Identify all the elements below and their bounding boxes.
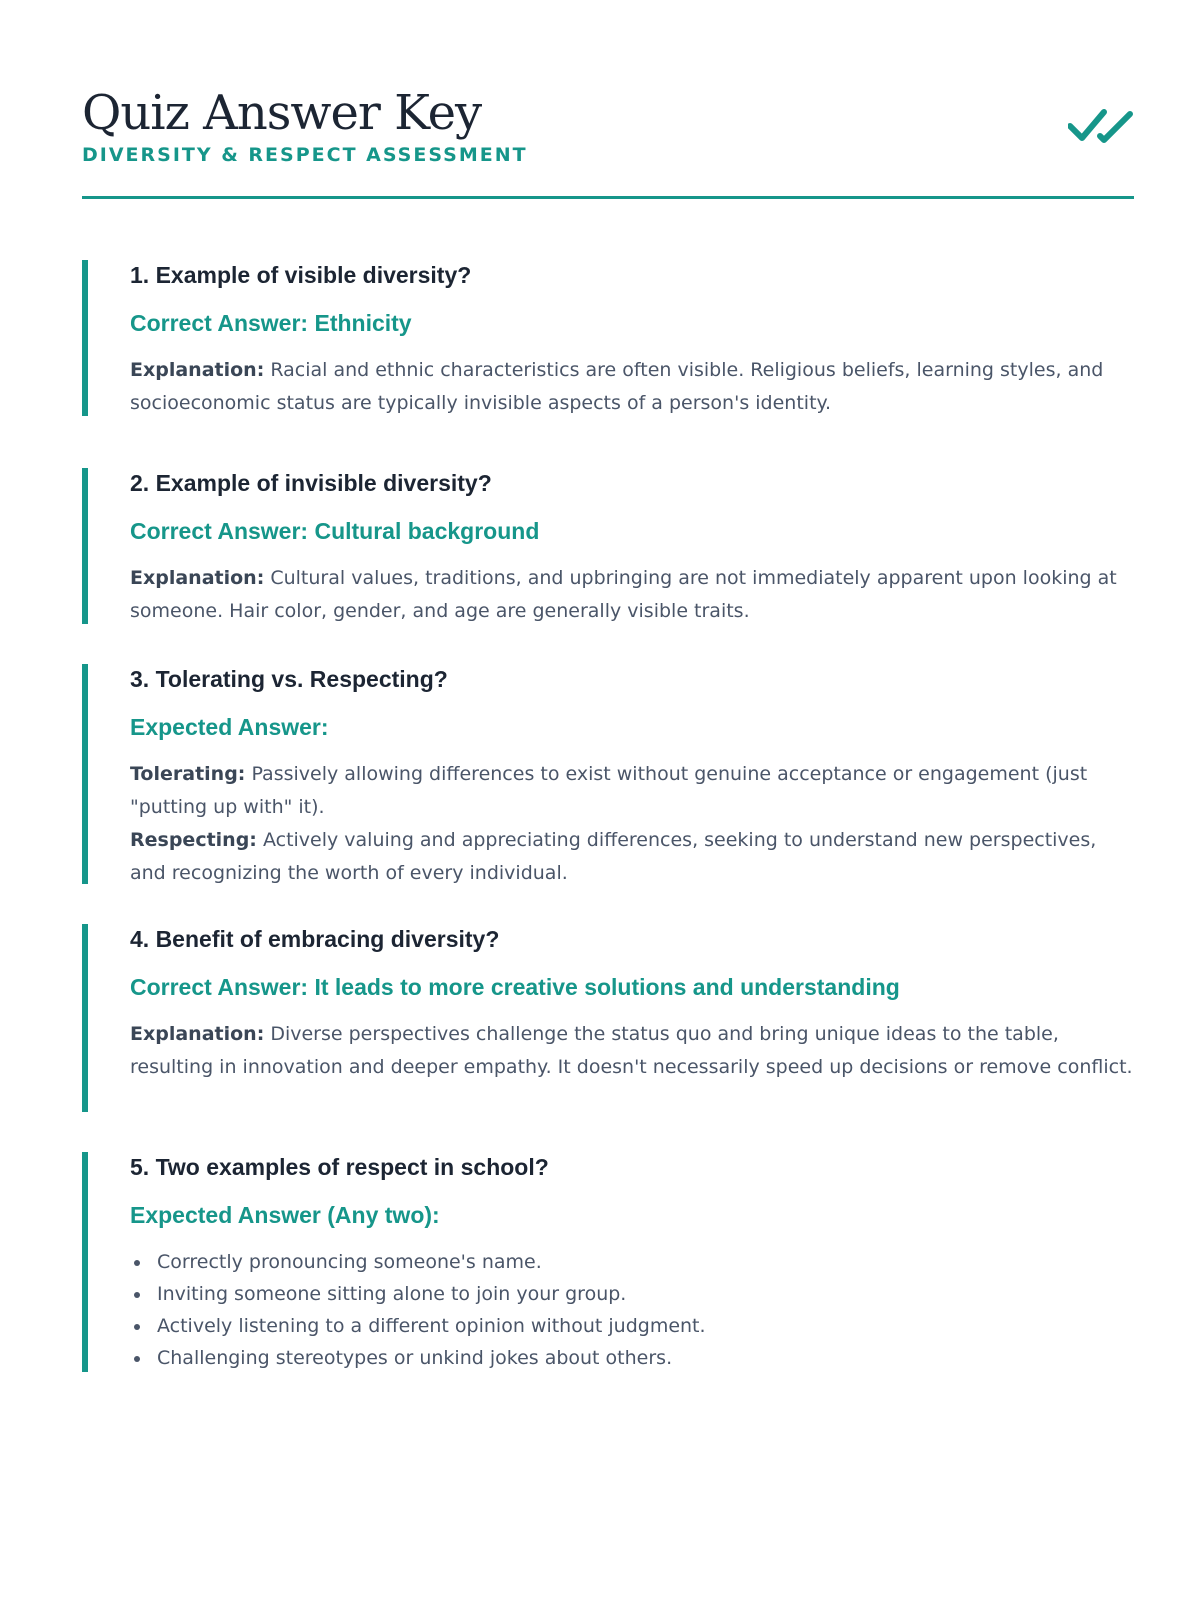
answer-text: Expected Answer (Any two): [130, 1202, 440, 1228]
tolerating-label: Tolerating: [130, 763, 246, 785]
question-card-1 [82, 260, 1134, 416]
list-item: Inviting someone sitting alone to join your group. [130, 1278, 1134, 1310]
question-title: 3. Tolerating vs. Respecting? [130, 666, 448, 692]
page-title: Quiz Answer Key [82, 85, 482, 141]
answer-text: Expected Answer: [130, 714, 329, 740]
question-card-5 [82, 1152, 1134, 1372]
answer-text: Correct Answer: It leads to more creative solutions and understanding [130, 974, 900, 1000]
question-card-3 [82, 664, 1134, 884]
list-item: Correctly pronouncing someone's name. [130, 1246, 1134, 1278]
question-card-2 [82, 468, 1134, 624]
explanation [130, 562, 1134, 628]
respecting-definition [130, 824, 1134, 890]
answer-key-page [82, 0, 1134, 1369]
page-subtitle: DIVERSITY & RESPECT ASSESSMENT [82, 144, 528, 166]
list-item: Actively listening to a different opinion without judgment. [130, 1310, 1134, 1342]
question-title: 5. Two examples of respect in school? [130, 1154, 549, 1180]
examples-list [130, 1246, 1134, 1374]
tolerating-definition [130, 758, 1134, 824]
question-title: 2. Example of invisible diversity? [130, 470, 492, 496]
answer-text: Correct Answer: Cultural background [130, 518, 540, 544]
explanation-label: Explanation: [130, 567, 265, 589]
respecting-label: Respecting: [130, 829, 257, 851]
explanation [130, 354, 1134, 420]
double-check-icon [1068, 102, 1134, 146]
tolerating-text: Passively allowing differences to exist without genuine acceptance or engagement (just "putting up with" it). [130, 763, 1088, 818]
list-item: Challenging stereotypes or unkind jokes about others. [130, 1342, 1134, 1374]
explanation-text: Racial and ethnic characteristics are often visible. Religious beliefs, learning styles, and socioeconomic status are typically invisible aspects of a person's identity. [130, 359, 1104, 414]
explanation [130, 1018, 1134, 1084]
tolerating-vs-respecting [130, 758, 1134, 890]
respecting-text: Actively valuing and appreciating differences, seeking to understand new perspectives, and recognizing the worth of every individual. [130, 829, 1097, 884]
question-card-4 [82, 924, 1134, 1112]
explanation-text: Diverse perspectives challenge the status quo and bring unique ideas to the table, resulting in innovation and deeper empathy. It doesn't necessarily speed up decisions or remove conflict. [130, 1023, 1133, 1078]
explanation-label: Explanation: [130, 359, 265, 381]
explanation-text: Cultural values, traditions, and upbringing are not immediately apparent upon looking at someone. Hair color, gender, and age are generally visible traits. [130, 567, 1117, 622]
question-title: 1. Example of visible diversity? [130, 262, 472, 288]
explanation-label: Explanation: [130, 1023, 265, 1045]
question-title: 4. Benefit of embracing diversity? [130, 926, 500, 952]
answer-text: Correct Answer: Ethnicity [130, 310, 412, 336]
page-header [82, 0, 1134, 199]
